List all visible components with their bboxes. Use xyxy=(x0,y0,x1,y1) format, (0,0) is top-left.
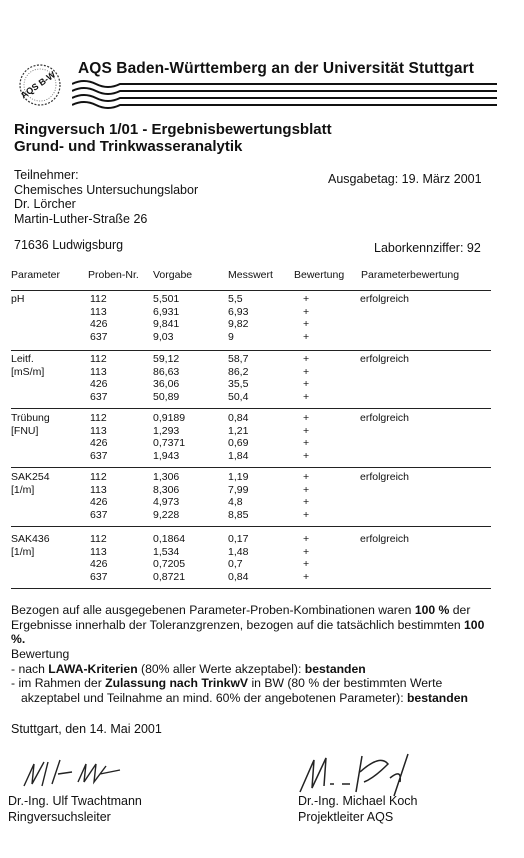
sample-no: 113 xyxy=(90,424,107,437)
target-value: 5,501 xyxy=(153,293,180,305)
param-unit: [FNU] xyxy=(11,424,39,437)
sample-no: 112 xyxy=(90,353,107,365)
param-unit: [1/m] xyxy=(11,545,35,558)
summary-paragraph xyxy=(11,603,501,647)
table-divider xyxy=(11,350,491,351)
eval-text: (80% aller Werte akzeptabel): xyxy=(141,661,302,676)
rating: + xyxy=(303,378,310,390)
participant-block xyxy=(14,168,198,226)
param-result: erfolgreich xyxy=(360,471,410,483)
evaluation-trinkwv xyxy=(11,676,501,691)
wave-lines-icon xyxy=(72,78,497,112)
rating: + xyxy=(303,471,310,483)
lab-code: Laborkennziffer: 92 xyxy=(374,241,481,255)
table-divider xyxy=(11,408,491,409)
measured-value: 9 xyxy=(228,330,234,343)
rating: + xyxy=(303,412,310,424)
rating: + xyxy=(303,318,310,330)
sample-no: 426 xyxy=(90,378,108,390)
measured-value: 86,2 xyxy=(228,365,249,378)
rating: + xyxy=(303,305,310,318)
evaluation-trinkwv-cont xyxy=(11,691,501,706)
col-header-parameter: Parameter xyxy=(11,269,61,281)
target-value: 1,306 xyxy=(153,471,180,483)
eval-result: bestanden xyxy=(406,690,468,705)
param-unit: [mS/m] xyxy=(11,365,45,378)
table-divider xyxy=(11,588,491,589)
eval-text: - nach xyxy=(11,661,45,676)
measured-value: 4,8 xyxy=(228,496,243,508)
sample-no: 113 xyxy=(90,365,107,378)
sample-no: 112 xyxy=(90,293,107,305)
measured-value: 6,93 xyxy=(228,305,249,318)
sample-no: 637 xyxy=(90,330,108,343)
target-value: 9,03 xyxy=(153,330,174,343)
target-value: 1,534 xyxy=(153,545,180,558)
signature-block-left xyxy=(8,794,142,825)
measured-value: 0,17 xyxy=(228,533,249,545)
sample-no: 113 xyxy=(90,545,107,558)
participant-street: Martin-Luther-Straße 26 xyxy=(14,211,148,226)
col-header-rating: Bewertung xyxy=(294,269,345,281)
rating: + xyxy=(303,545,310,558)
rating: + xyxy=(303,558,310,570)
measured-value: 1,84 xyxy=(228,449,249,462)
param-result: erfolgreich xyxy=(360,293,410,305)
sample-no: 637 xyxy=(90,508,108,521)
issue-date: Ausgabetag: 19. März 2001 xyxy=(328,172,482,186)
aqs-logo xyxy=(8,60,78,114)
sample-no: 637 xyxy=(90,570,108,583)
evaluation-block xyxy=(11,647,501,705)
param-name: pH xyxy=(11,293,25,305)
col-header-sample: Proben-Nr. xyxy=(88,269,139,281)
target-value: 86,63 xyxy=(153,365,180,378)
eval-criterion: Zulassung nach TrinkwV xyxy=(105,676,249,691)
measured-value: 58,7 xyxy=(228,353,249,365)
signature-left-icon xyxy=(20,756,130,794)
sample-no: 426 xyxy=(90,437,108,449)
measured-value: 0,84 xyxy=(228,412,249,424)
participant-name: Chemisches Untersuchungslabor xyxy=(14,182,199,197)
signer-role: Ringversuchsleiter xyxy=(8,809,111,824)
measured-value: 5,5 xyxy=(228,293,243,305)
summary-percent: 100 % xyxy=(414,603,450,617)
col-header-measured: Messwert xyxy=(228,269,273,281)
signature-right-icon xyxy=(290,748,430,800)
target-value: 59,12 xyxy=(153,353,180,365)
document-subtitle: Grund- und Trinkwasseranalytik xyxy=(14,138,243,155)
target-value: 4,973 xyxy=(153,496,180,508)
signer-name: Dr.-Ing. Ulf Twachtmann xyxy=(8,794,142,808)
target-value: 9,841 xyxy=(153,318,180,330)
evaluation-lawa xyxy=(11,662,501,677)
evaluation-label: Bewertung xyxy=(11,647,70,661)
target-value: 36,06 xyxy=(153,378,180,390)
eval-text: - im Rahmen der xyxy=(11,676,102,691)
measured-value: 8,85 xyxy=(228,508,249,521)
measured-value: 0,7 xyxy=(228,558,243,570)
sample-no: 637 xyxy=(90,449,108,462)
target-value: 0,7371 xyxy=(153,437,186,449)
measured-value: 7,99 xyxy=(228,483,249,496)
eval-text: akzeptabel und Teilnahme an mind. 60% der angebotenen Parameter): xyxy=(21,690,404,705)
rating: + xyxy=(303,365,310,378)
param-result: erfolgreich xyxy=(360,533,410,545)
param-name: SAK436 xyxy=(11,533,50,545)
col-header-param-rating: Parameterbewertung xyxy=(361,269,460,281)
summary-percent: 100 %. xyxy=(11,617,485,647)
target-value: 0,1864 xyxy=(153,533,186,545)
sample-no: 112 xyxy=(90,471,107,483)
rating: + xyxy=(303,483,310,496)
target-value: 9,228 xyxy=(153,508,180,521)
measured-value: 0,69 xyxy=(228,437,249,449)
param-result: erfolgreich xyxy=(360,353,410,365)
eval-text: in BW (80 % der bestimmten Werte xyxy=(251,676,443,691)
col-header-target: Vorgabe xyxy=(153,269,193,281)
logo-text: AQS B-W xyxy=(18,69,58,101)
rating: + xyxy=(303,390,310,403)
param-name: SAK254 xyxy=(11,471,50,483)
sample-no: 637 xyxy=(90,390,108,403)
summary-text: Bezogen auf alle ausgegebenen Parameter-Proben-Kombinationen waren xyxy=(11,603,412,617)
target-value: 50,89 xyxy=(153,390,180,403)
table-divider xyxy=(11,526,491,527)
eval-criterion: LAWA-Kriterien xyxy=(48,661,138,676)
measured-value: 9,82 xyxy=(228,318,249,330)
summary-text: der Ergebnisse innerhalb der Toleranzgrenzen, bezogen auf die tatsächlich bestimmten xyxy=(11,603,471,632)
sample-no: 426 xyxy=(90,496,108,508)
sample-no: 426 xyxy=(90,318,108,330)
signature-block-right xyxy=(298,794,418,825)
rating: + xyxy=(303,570,310,583)
sample-no: 112 xyxy=(90,412,107,424)
document-title: Ringversuch 1/01 - Ergebnisbewertungsblatt xyxy=(14,121,332,138)
param-name: Leitf. xyxy=(11,353,34,365)
participant-label: Teilnehmer: xyxy=(14,168,79,182)
target-value: 8,306 xyxy=(153,483,180,496)
measured-value: 0,84 xyxy=(228,570,249,583)
target-value: 0,7205 xyxy=(153,558,186,570)
measured-value: 50,4 xyxy=(228,390,249,403)
participant-city: 71636 Ludwigsburg xyxy=(14,238,124,252)
rating: + xyxy=(303,353,310,365)
sample-no: 426 xyxy=(90,558,108,570)
measured-value: 1,21 xyxy=(228,424,249,437)
target-value: 1,293 xyxy=(153,424,180,437)
rating: + xyxy=(303,424,310,437)
signer-name: Dr.-Ing. Michael Koch xyxy=(298,794,418,808)
participant-person: Dr. Lörcher xyxy=(14,197,76,211)
rating: + xyxy=(303,533,310,545)
sample-no: 113 xyxy=(90,305,107,318)
param-name: Trübung xyxy=(11,412,50,424)
table-divider xyxy=(11,467,491,468)
measured-value: 35,5 xyxy=(228,378,249,390)
target-value: 6,931 xyxy=(153,305,180,318)
rating: + xyxy=(303,449,310,462)
rating: + xyxy=(303,496,310,508)
target-value: 0,8721 xyxy=(153,570,186,583)
place-date: Stuttgart, den 14. Mai 2001 xyxy=(11,722,162,736)
sample-no: 113 xyxy=(90,483,107,496)
rating: + xyxy=(303,330,310,343)
param-unit: [1/m] xyxy=(11,483,35,496)
rating: + xyxy=(303,293,310,305)
rating: + xyxy=(303,437,310,449)
measured-value: 1,48 xyxy=(228,545,249,558)
target-value: 1,943 xyxy=(153,449,180,462)
organization-name: AQS Baden-Württemberg an der Universität Stuttgart xyxy=(78,60,474,77)
rating: + xyxy=(303,508,310,521)
target-value: 0,9189 xyxy=(153,412,186,424)
signer-role: Projektleiter AQS xyxy=(298,809,394,824)
measured-value: 1,19 xyxy=(228,471,249,483)
sample-no: 112 xyxy=(90,533,107,545)
param-result: erfolgreich xyxy=(360,412,410,424)
table-divider xyxy=(11,290,491,291)
eval-result: bestanden xyxy=(304,661,366,676)
